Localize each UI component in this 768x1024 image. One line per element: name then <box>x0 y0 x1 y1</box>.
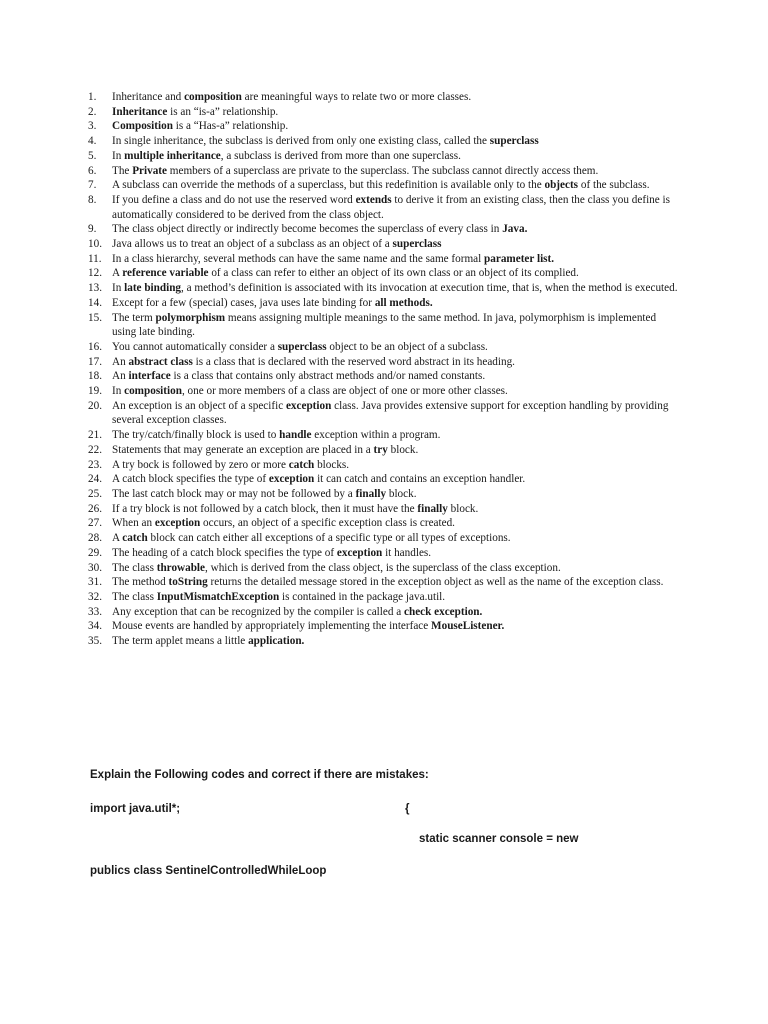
text-run: You cannot automatically consider a <box>112 340 278 353</box>
list-item <box>88 193 680 222</box>
bold-term: all methods. <box>374 296 433 309</box>
list-item <box>88 502 680 517</box>
list-item <box>88 605 680 620</box>
list-item-number: 25. <box>88 487 102 500</box>
bold-term: extends <box>355 193 392 206</box>
list-item <box>88 134 680 149</box>
text-run: A <box>112 532 123 545</box>
bold-term: superclass <box>277 340 327 353</box>
bold-term: parameter list. <box>484 252 555 265</box>
bold-term: superclass <box>392 238 442 251</box>
list-item-number: 14. <box>88 296 102 309</box>
list-item-text <box>112 312 656 339</box>
text-run: Statements that may generate an exception are placed in a <box>112 443 374 456</box>
list-item-number: 8. <box>88 193 97 206</box>
text-run: is an “is-a” relationship. <box>167 105 279 118</box>
list-item-number: 30. <box>88 561 102 574</box>
list-item-number: 29. <box>88 546 102 559</box>
list-item-text <box>112 473 525 485</box>
list-item <box>88 296 680 311</box>
bold-term: application. <box>248 635 305 648</box>
text-run: Except for a few (special) cases, java uses late binding for <box>112 296 375 309</box>
text-run: A catch block specifies the type of <box>112 473 269 486</box>
text-run: , which is derived from the class object, is the superclass of the class exception. <box>205 561 561 574</box>
code-scanner-line: static scanner console = new <box>419 833 579 845</box>
list-item <box>88 119 680 134</box>
list-item-number: 2. <box>88 105 97 118</box>
list-item <box>88 575 680 590</box>
list-item-text <box>112 576 663 588</box>
text-run: Any exception that can be recognized by the compiler is called a <box>112 605 405 618</box>
list-item-number: 9. <box>88 223 97 236</box>
text-run: A <box>112 267 123 280</box>
list-item-text <box>112 503 478 515</box>
list-item-text <box>112 267 579 279</box>
text-run: The class <box>112 590 157 603</box>
list-item <box>88 428 680 443</box>
list-item-number: 34. <box>88 620 102 633</box>
bold-term: exception <box>154 517 201 530</box>
list-item-number: 17. <box>88 355 102 368</box>
text-run: members of a superclass are private to the superclass. The subclass cannot directly access them. <box>167 164 599 177</box>
list-item-number: 1. <box>88 91 97 103</box>
text-run: The <box>112 164 133 177</box>
bold-term: finally <box>355 487 387 500</box>
list-item <box>88 619 680 634</box>
text-run: occurs, an object of a specific exception class is created. <box>200 517 455 530</box>
list-item-number: 10. <box>88 238 102 251</box>
text-run: When an <box>112 517 155 530</box>
list-item <box>88 164 680 179</box>
list-item <box>88 369 680 384</box>
list-item <box>88 516 680 531</box>
text-run: The class <box>112 561 157 574</box>
text-run: The method <box>112 576 169 589</box>
text-run: Mouse events are handled by appropriately implementing the interface <box>112 620 432 633</box>
bold-term: composition <box>124 385 182 398</box>
bold-term: try <box>373 443 388 456</box>
list-item-number: 31. <box>88 576 102 589</box>
text-run: block can catch either all exceptions of a specific type or all types of exceptions. <box>147 532 511 545</box>
list-item-text <box>112 253 554 265</box>
list-item <box>88 399 680 428</box>
list-item <box>88 561 680 576</box>
list-item-number: 6. <box>88 164 97 177</box>
text-run: it handles. <box>382 546 432 559</box>
text-run: of the subclass. <box>578 179 650 192</box>
text-run: An <box>112 370 129 383</box>
list-item <box>88 443 680 458</box>
list-item-number: 3. <box>88 120 97 133</box>
list-item-text <box>112 532 511 544</box>
bold-term: Private <box>132 164 167 177</box>
text-run: If you define a class and do not use the reserved word <box>112 193 356 206</box>
list-item-number: 28. <box>88 532 102 545</box>
text-run: A try bock is followed by zero or more <box>112 458 289 471</box>
list-item-text <box>112 297 433 309</box>
text-run: blocks. <box>314 458 350 471</box>
text-run: it can catch and contains an exception handler. <box>314 473 526 486</box>
bold-term: reference variable <box>122 267 209 280</box>
list-item <box>88 90 680 105</box>
list-item-text <box>112 341 488 353</box>
text-run: The last catch block may or may not be followed by a <box>112 487 356 500</box>
list-item-text <box>112 547 431 559</box>
list-item <box>88 531 680 546</box>
list-item-number: 21. <box>88 429 102 442</box>
list-item <box>88 472 680 487</box>
list-item-text <box>112 635 304 647</box>
text-run: A subclass can override the methods of a superclass, but this redefinition is available only to the <box>112 179 545 192</box>
list-item <box>88 384 680 399</box>
list-item-number: 26. <box>88 502 102 515</box>
section-heading: Explain the Following codes and correct if there are mistakes: <box>90 769 429 781</box>
text-run: Inheritance and <box>112 91 185 103</box>
text-run: In <box>112 385 125 398</box>
list-item-number: 33. <box>88 605 102 618</box>
list-item-text <box>112 488 417 500</box>
bold-term: composition <box>184 91 242 103</box>
list-item <box>88 281 680 296</box>
list-item-number: 20. <box>88 399 102 412</box>
bold-term: finally <box>417 502 448 515</box>
text-run: is a “Has-a” relationship. <box>172 120 289 133</box>
list-item-text <box>112 606 482 618</box>
bold-term: objects <box>544 179 579 192</box>
text-run: , a method’s definition is associated with its invocation at execution time, that is, when the method is executed. <box>181 282 678 295</box>
text-run: An exception is an object of a specific <box>112 399 286 412</box>
text-run: to derive it from an existing class, then the class you define is automatically considered to be derived from the class object. <box>112 193 671 221</box>
statements-list <box>88 90 680 649</box>
list-item <box>88 178 680 193</box>
list-item-text <box>112 194 670 221</box>
bold-term: polymorphism <box>155 311 226 324</box>
bold-term: exception <box>285 399 332 412</box>
list-item-number: 7. <box>88 179 97 192</box>
list-item-number: 16. <box>88 340 102 353</box>
text-run: is contained in the package java.util. <box>279 590 446 603</box>
bold-term: catch <box>122 532 148 545</box>
text-run: The class object directly or indirectly become becomes the superclass of every class in <box>112 223 503 236</box>
bold-term: exception <box>336 546 383 559</box>
text-run: returns the detailed message stored in the exception object as well as the name of the exception class. <box>207 576 664 589</box>
list-item <box>88 311 680 340</box>
text-run: The try/catch/finally block is used to <box>112 429 280 442</box>
text-run: exception within a program. <box>311 429 441 442</box>
text-run: The term <box>112 311 156 324</box>
list-item-number: 13. <box>88 282 102 295</box>
bold-term: interface <box>128 370 171 383</box>
bold-term: multiple inheritance <box>124 149 221 162</box>
text-run: block. <box>447 502 479 515</box>
list-item-number: 11. <box>88 252 102 265</box>
list-item <box>88 590 680 605</box>
text-run: , a subclass is derived from more than one superclass. <box>220 149 461 162</box>
list-item-text <box>112 238 441 250</box>
bold-term: handle <box>279 429 312 442</box>
list-item <box>88 458 680 473</box>
list-item <box>88 487 680 502</box>
bold-term: Java. <box>502 223 528 236</box>
list-item-text <box>112 370 485 382</box>
list-item <box>88 266 680 281</box>
list-item <box>88 252 680 267</box>
list-item <box>88 634 680 649</box>
list-item <box>88 340 680 355</box>
text-run: In a class hierarchy, several methods can have the same name and the same formal <box>112 252 485 265</box>
list-item-number: 19. <box>88 385 102 398</box>
code-class-line: publics class SentinelControlledWhileLoop <box>90 865 327 877</box>
list-item-text <box>112 562 561 574</box>
list-item-text <box>112 459 349 471</box>
text-run: is a class that contains only abstract methods and/or named constants. <box>170 370 486 383</box>
list-item-text <box>112 223 527 235</box>
bold-term: superclass <box>489 135 539 148</box>
text-run: , one or more members of a class are object of one or more other classes. <box>181 385 508 398</box>
list-item-text <box>112 620 504 632</box>
code-import-line: import java.util*; <box>90 803 181 815</box>
list-item-text <box>112 106 278 118</box>
list-item-text <box>112 91 471 103</box>
bold-term: throwable <box>156 561 206 574</box>
list-item-text <box>112 135 539 147</box>
text-run: means assigning multiple meanings to the same method. In java, polymorphism is implemented using late binding. <box>112 311 657 339</box>
list-item-text <box>112 356 515 368</box>
list-item-number: 18. <box>88 370 102 383</box>
text-run: An <box>112 355 129 368</box>
list-item-number: 5. <box>88 149 97 162</box>
text-run: Java allows us to treat an object of a subclass as an object of a <box>112 238 393 251</box>
bold-term: check exception. <box>404 605 483 618</box>
list-item <box>88 105 680 120</box>
bold-term: exception <box>268 473 315 486</box>
list-item-number: 27. <box>88 517 102 530</box>
bold-term: Inheritance <box>112 105 168 118</box>
list-item-number: 24. <box>88 473 102 486</box>
list-item-number: 22. <box>88 443 102 456</box>
text-run: The term applet means a little <box>112 635 249 648</box>
text-run: In single inheritance, the subclass is derived from only one existing class, called the <box>112 135 490 148</box>
text-run: In <box>112 282 125 295</box>
list-item <box>88 237 680 252</box>
text-run: block. <box>386 487 417 500</box>
list-item <box>88 355 680 370</box>
bold-term: InputMismatchException <box>156 590 280 603</box>
text-run: is a class that is declared with the reserved word abstract in its heading. <box>192 355 515 368</box>
list-item-text <box>112 150 461 162</box>
text-run: If a try block is not followed by a catch block, then it must have the <box>112 502 418 515</box>
list-item-text <box>112 444 418 456</box>
text-run: block. <box>387 443 419 456</box>
list-item-text <box>112 591 445 603</box>
text-run: class. Java provides extensive support for exception handling by providing several exception classes. <box>112 399 669 427</box>
bold-term: catch <box>288 458 315 471</box>
list-item-number: 4. <box>88 135 97 148</box>
text-run: In <box>112 149 125 162</box>
list-item-text <box>112 120 288 132</box>
list-item <box>88 546 680 561</box>
list-item-number: 23. <box>88 458 102 471</box>
text-run: of a class can refer to either an object of its own class or an object of its complied. <box>208 267 579 280</box>
list-item-number: 15. <box>88 311 102 324</box>
bold-term: toString <box>168 576 208 589</box>
bold-term: Composition <box>112 120 173 133</box>
bold-term: abstract class <box>128 355 193 368</box>
list-item-text <box>112 165 598 177</box>
bold-term: MouseListener. <box>431 620 505 633</box>
bold-term: late binding <box>124 282 182 295</box>
text-run: object to be an object of a subclass. <box>326 340 488 353</box>
code-open-brace: { <box>405 803 410 815</box>
text-run: are meaningful ways to relate two or more classes. <box>241 91 472 103</box>
list-item-text <box>112 179 650 191</box>
list-item-text <box>112 429 440 441</box>
list-item <box>88 149 680 164</box>
list-item-text <box>112 400 668 427</box>
list-item-number: 35. <box>88 635 102 648</box>
list-item-text <box>112 517 455 529</box>
list-item-number: 32. <box>88 590 102 603</box>
list-item-number: 12. <box>88 267 102 280</box>
text-run: The heading of a catch block specifies the type of <box>112 546 337 559</box>
list-item-text <box>112 282 678 294</box>
list-item-text <box>112 385 508 397</box>
list-item <box>88 222 680 237</box>
